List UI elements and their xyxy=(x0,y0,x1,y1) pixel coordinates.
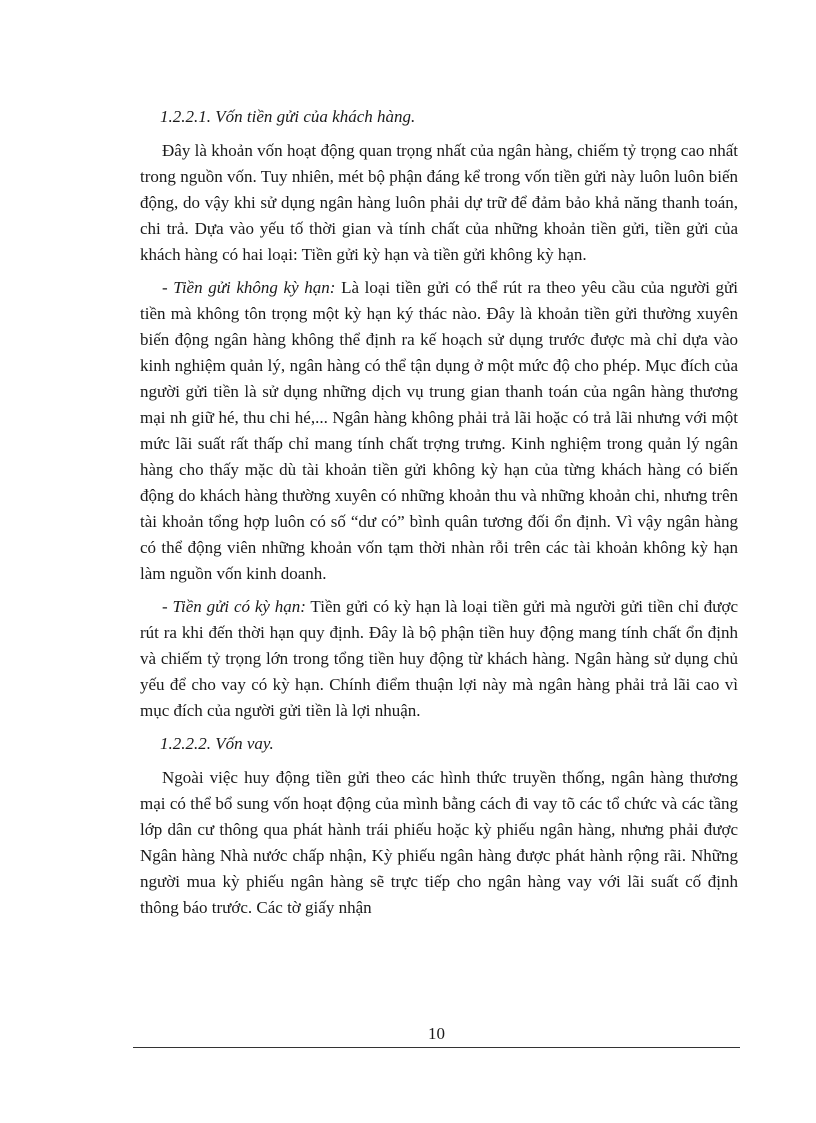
paragraph-deposits-intro: Đây là khoản vốn hoạt động quan trọng nhất của ngân hàng, chiếm tỷ trọng cao nhất trong nguồn vốn. Tuy nhiên, mét bộ phận đáng kể trong vốn tiền gửi này luôn luôn biến động, do vậy khi sử dụng ngân hàng luôn phải dự trữ để đảm bảo khả năng thanh toán, chi trả. Dựa vào yếu tố thời gian và tính chất của những khoản tiền gửi, tiền gửi của khách hàng có hai loại: Tiền gửi kỳ hạn và tiền gửi không kỳ hạn. xyxy=(140,141,738,264)
paragraph-demand-deposits xyxy=(140,275,738,587)
page-number: 10 xyxy=(428,1024,445,1043)
section-heading-customer-deposits: 1.2.2.1. Vốn tiền gửi của khách hàng. xyxy=(160,107,416,126)
section-heading-borrowed-capital: 1.2.2.2. Vốn vay. xyxy=(160,734,274,753)
footer-divider xyxy=(133,1047,740,1048)
page-footer xyxy=(133,1024,740,1048)
term-deposits-text: Tiền gửi có kỳ hạn là loại tiền gửi mà người gửi tiền chỉ được rút ra khi đến thời hạn quy định. Đây là bộ phận tiền huy động mang tính chất ổn định và chiếm tỷ trọng lớn trong tổng tiền huy động từ khách hàng. Ngân hàng sử dụng chủ yếu để cho vay có kỳ hạn. Chính điểm thuận lợi này mà ngân hàng phải trả lãi cao vì mục đích của người gửi tiền là lợi nhuận. xyxy=(140,597,738,720)
demand-deposits-lead: - Tiền gửi không kỳ hạn: xyxy=(162,278,336,297)
paragraph-borrowed-capital: Ngoài việc huy động tiền gửi theo các hình thức truyền thống, ngân hàng thương mại có thể bổ sung vốn hoạt động của mình bằng cách đi vay tõ các tổ chức và các tầng lớp dân cư thông qua phát hành trái phiếu hoặc kỳ phiếu ngân hàng, nhưng phải được Ngân hàng Nhà nước chấp nhận, Kỳ phiếu ngân hàng được phát hành rộng rãi. Những người mua kỳ phiếu ngân hàng sẽ trực tiếp cho ngân hàng vay với lãi suất cố định thông báo trước. Các tờ giấy nhận xyxy=(140,768,738,917)
term-deposits-lead: - Tiền gửi có kỳ hạn: xyxy=(162,597,306,616)
document-page xyxy=(140,104,738,928)
paragraph-term-deposits xyxy=(140,594,738,724)
demand-deposits-text: Là loại tiền gửi có thể rút ra theo yêu cầu của người gửi tiền mà không tôn trọng một kỳ hạn ký thác nào. Đây là khoản tiền gửi thường xuyên biến động ngân hàng không thể định ra kế hoạch sử dụng trước được mà chỉ dựa vào kinh nghiệm quản lý, ngân hàng có thể tận dụng ở một mức độ cho phép. Mục đích của người gửi tiền là sử dụng những dịch vụ trung gian thanh toán của ngân hàng thương mại nh giữ hé, thu chi hé,... Ngân hàng không phải trả lãi hoặc có trả lãi nhưng với một mức lãi suất rất thấp chỉ mang tính chất trợng trưng. Kinh nghiệm trong quản lý ngân hàng cho thấy mặc dù tài khoản tiền gửi không kỳ hạn của từng khách hàng có biến động do khách hàng thường xuyên có những khoản thu và những khoản chi, nhưng trên tài khoản tổng hợp luôn có số “dư có” bình quân tương đối ổn định. Vì vậy ngân hàng có thể động viên những khoản vốn tạm thời nhàn rỗi trên các tài khoản không kỳ hạn làm nguồn vốn kinh doanh. xyxy=(140,278,738,583)
